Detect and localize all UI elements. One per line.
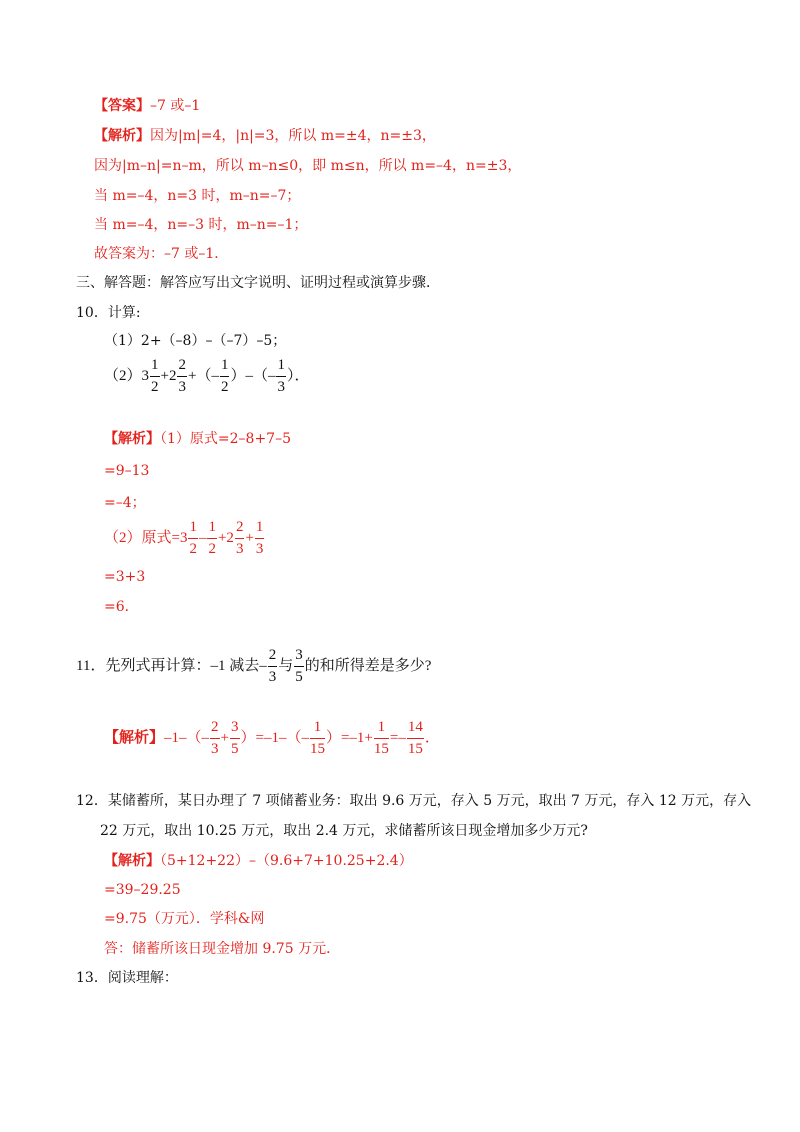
numerator: 1 (374, 720, 389, 739)
q10-analysis-line4 (104, 520, 265, 557)
fraction (188, 520, 198, 557)
operator: ）=–1–（– (240, 729, 309, 746)
fraction (268, 648, 278, 685)
operator: ． (424, 729, 440, 746)
fraction (220, 358, 230, 395)
denominator: 2 (208, 541, 216, 557)
numerator: 1 (207, 520, 217, 539)
fraction (210, 720, 220, 757)
operator: + (220, 729, 229, 746)
numerator: 1 (188, 520, 198, 539)
numerator: 14 (407, 720, 424, 739)
q10-stem: 10．计算: (76, 305, 141, 321)
denominator: 5 (231, 741, 239, 757)
numerator: 1 (276, 358, 286, 377)
fraction (310, 720, 325, 757)
numerator: 2 (235, 520, 245, 539)
q11-stem-text: 与 (278, 657, 294, 674)
analysis-text: 因为|m|=4，|n|=3，所以 m=±4，n=±3， (150, 128, 436, 144)
denominator: 15 (407, 741, 423, 757)
q12-analysis-line1 (104, 852, 413, 870)
analysis-tag: 【解析】 (104, 431, 160, 447)
q10-analysis-line5: =3+3 (104, 569, 146, 585)
analysis-tag: 【解析】 (94, 128, 150, 144)
q12-analysis-line2: =39–29.25 (104, 882, 181, 898)
numerator: 2 (268, 648, 278, 667)
fraction (407, 720, 424, 757)
q10-analysis-line1 (104, 430, 291, 448)
fraction (374, 720, 389, 757)
answer-text: –7 或–1 (150, 98, 201, 114)
q11-stem-text: 11．先列式再计算：–1 减去– (76, 657, 267, 674)
fraction (207, 520, 217, 557)
operator: ）–（– (230, 367, 276, 384)
fraction (294, 648, 304, 685)
operator: +2 (160, 367, 177, 384)
q12-answer-line: 答：储蓄所该日现金增加 9.75 万元． (104, 941, 341, 957)
q10-part1: （1）2+（–8）–（–7）–5； (104, 333, 287, 349)
q9-analysis-line3: 当 m=–4，n=3 时，m–n=–7； (94, 188, 301, 204)
q11-stem-text: 的和所得差是多少? (304, 657, 432, 674)
q12-stem-line1: 12．某储蓄所，某日办理了 7 项储蓄业务：取出 9.6 万元，存入 5 万元，取出 7 万元，存入 12 万元，存入 (76, 793, 752, 809)
numerator: 1 (220, 358, 230, 377)
operator: +（– (187, 367, 219, 384)
operator: +2 (217, 529, 234, 546)
q10-part2-label: （2）3 (104, 367, 150, 384)
fraction (177, 358, 187, 395)
q9-answer-line (94, 97, 200, 115)
section-heading: 三、解答题：解答应写出文字说明、证明过程或演算步骤． (76, 275, 440, 291)
fraction (230, 720, 240, 757)
denominator: 2 (151, 379, 159, 395)
analysis-text: –1–（– (164, 729, 210, 746)
numerator: 1 (255, 520, 265, 539)
fraction (235, 520, 245, 557)
q9-analysis-line1 (94, 127, 436, 145)
denominator: 5 (295, 669, 303, 685)
denominator: 3 (277, 379, 285, 395)
numerator: 2 (210, 720, 220, 739)
denominator: 3 (268, 669, 277, 685)
numerator: 3 (230, 720, 240, 739)
operator: ）． (286, 367, 310, 384)
q10-analysis-line3: =–4； (104, 495, 146, 511)
denominator: 15 (373, 741, 389, 757)
q13-stem: 13．阅读理解： (76, 970, 178, 986)
q9-analysis-line2: 因为|m–n|=n–m，所以 m–n≤0，即 m≤n，所以 m=–4，n=±3， (94, 158, 522, 174)
answer-tag: 【答案】 (94, 98, 150, 114)
analysis-tag: 【解析】 (104, 853, 160, 869)
q10-part2 (104, 358, 309, 395)
numerator: 2 (177, 358, 187, 377)
denominator: 3 (255, 541, 264, 557)
numerator: 1 (310, 720, 325, 739)
analysis-text: （5+12+22）–（9.6+7+10.25+2.4） (160, 853, 413, 869)
q12-analysis-line3: =9.75（万元）．学科&网 (104, 911, 265, 927)
denominator: 15 (309, 741, 325, 757)
numerator: 3 (294, 648, 304, 667)
fraction (276, 358, 286, 395)
q10-analysis-line6: =6． (104, 599, 139, 615)
operator: ）=–1+ (325, 729, 373, 746)
q11-stem (76, 648, 431, 685)
operator: – (198, 529, 207, 546)
q12-stem-line2: 22 万元，取出 10.25 万元，取出 2.4 万元，求储蓄所该日现金增加多少万元? (100, 823, 588, 839)
denominator: 2 (189, 541, 197, 557)
denominator: 3 (178, 379, 186, 395)
analysis-text: （2）原式=3 (104, 529, 188, 546)
analysis-text: （1）原式=2–8+7–5 (160, 431, 291, 447)
denominator: 3 (211, 741, 219, 757)
numerator: 1 (150, 358, 160, 377)
q9-analysis-line4: 当 m=–4，n=–3 时，m–n=–1； (94, 217, 308, 233)
operator: =– (389, 729, 406, 746)
q10-analysis-line2: =9–13 (104, 463, 150, 479)
analysis-tag: 【解析】 (104, 729, 165, 746)
operator: + (245, 529, 254, 546)
denominator: 3 (235, 541, 244, 557)
q9-analysis-line5: 故答案为：–7 或–1． (94, 246, 229, 262)
denominator: 2 (220, 379, 229, 395)
fraction (150, 358, 160, 395)
fraction (255, 520, 265, 557)
q11-analysis (104, 720, 440, 757)
